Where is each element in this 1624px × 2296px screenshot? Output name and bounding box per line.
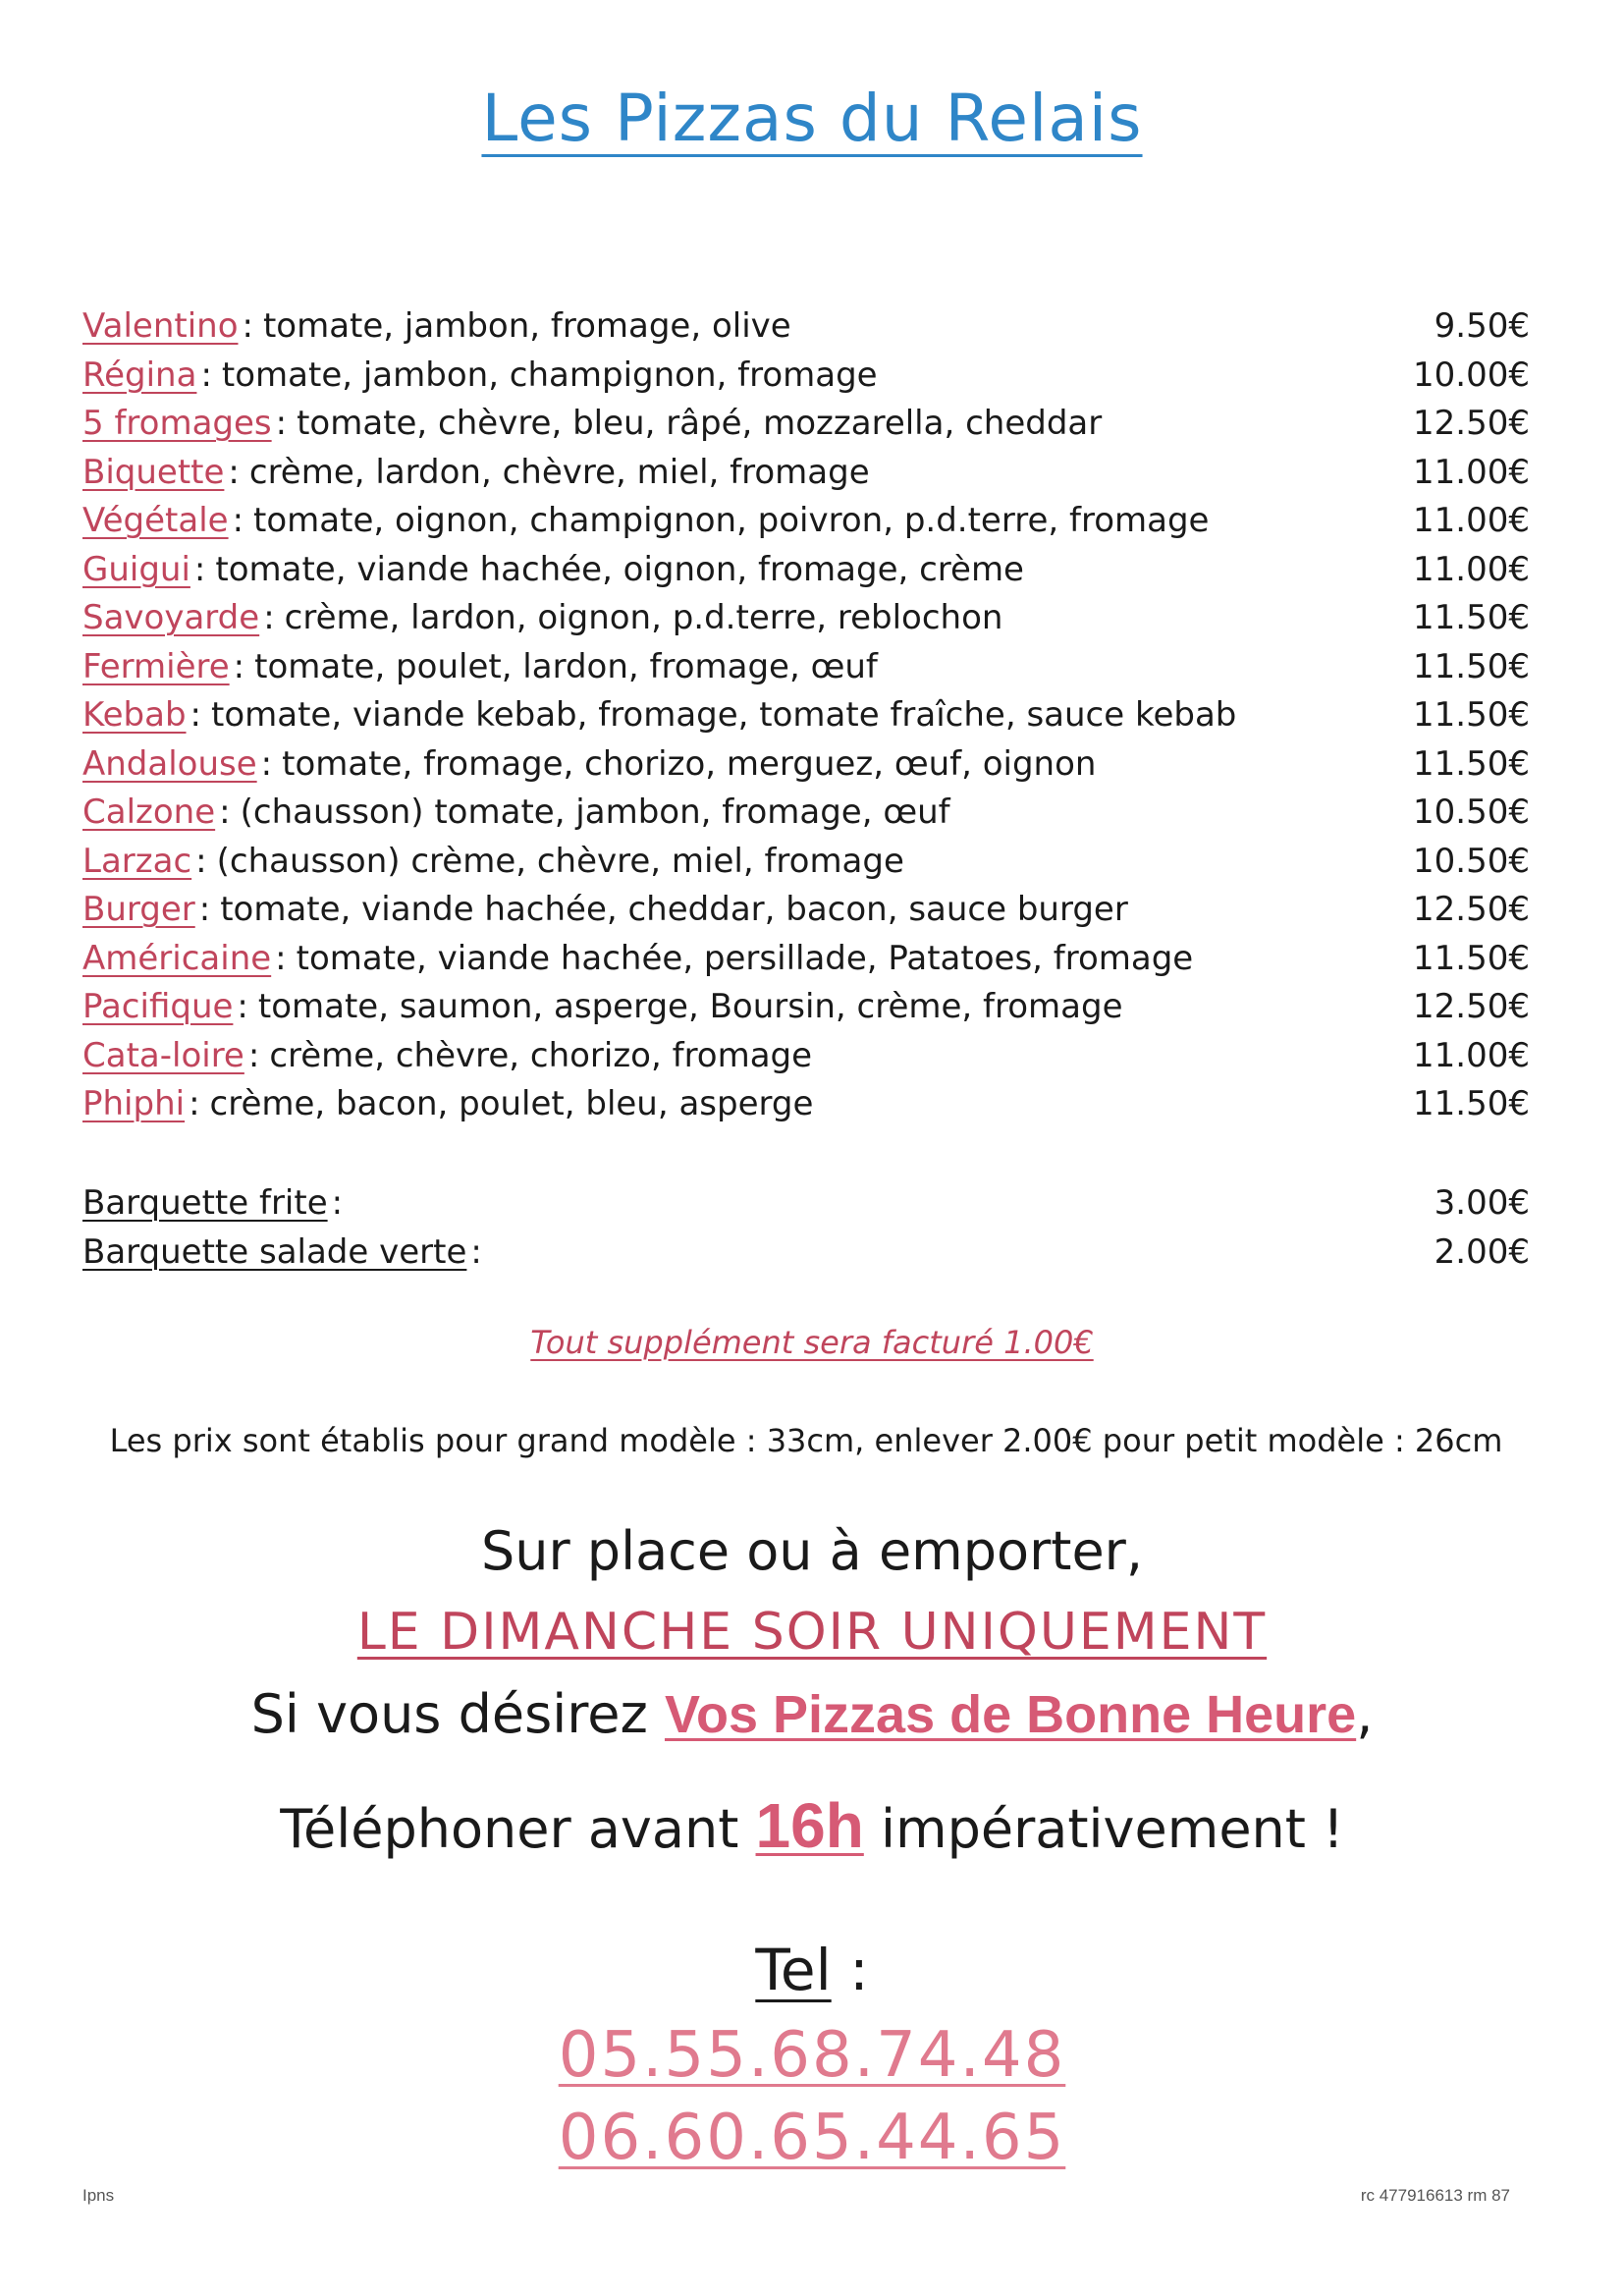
pizza-price: 11.50€ [1413,743,1530,784]
pizza-name: Cata-loire [82,1035,244,1075]
pizza-name: Guigui [82,549,190,589]
phone-number-1[interactable]: 05.55.68.74.48 [558,2019,1066,2092]
pizza-row [82,983,1530,1032]
pizza-name: Américaine [82,938,272,978]
pizza-separator: : [275,938,287,978]
pizza-row [82,935,1530,984]
promo-line-3-suffix: , [1356,1683,1374,1745]
pizza-price: 9.50€ [1434,306,1530,346]
pizza-name: Fermière [82,646,230,686]
promo-line-4 [0,1789,1624,1862]
pizza-row [82,497,1530,546]
promo-line-4-suffix: impérativement ! [863,1798,1344,1860]
pizza-name: Régina [82,355,197,395]
footer-right: rc 477916613 rm 87 [1360,2186,1510,2205]
pizza-name: Savoyarde [82,598,260,637]
pizza-price: 12.50€ [1413,404,1530,443]
pizza-row [82,789,1530,838]
pizza-ingredients: tomate, fromage, chorizo, merguez, œuf, oignon [282,743,1097,784]
sizes-note: Les prix sont établis pour grand modèle : 33cm, enlever 2.00€ pour petit modèle : 26cm [109,1422,1503,1459]
pizza-name: Andalouse [82,743,257,784]
pizza-row [82,691,1530,740]
pizza-name: Végétale [82,501,229,540]
pizza-separator: : [233,646,245,686]
pizza-ingredients: (chausson) crème, chèvre, miel, fromage [216,841,904,881]
pizza-ingredients: (chausson) tomate, jambon, fromage, œuf [240,793,950,832]
pizza-ingredients: tomate, chèvre, bleu, râpé, mozzarella, cheddar [297,404,1103,443]
pizza-row [82,594,1530,643]
pizza-ingredients: tomate, jambon, champignon, fromage [221,355,878,395]
pizza-price: 11.50€ [1413,1084,1530,1123]
pizza-ingredients: tomate, poulet, lardon, fromage, œuf [254,646,878,686]
pizza-price: 11.50€ [1413,695,1530,735]
extra-name: Barquette frite [82,1183,328,1223]
pizza-separator: : [195,841,207,881]
extras-list [82,1179,1530,1277]
promo-line-4-highlight: 16h [755,1790,864,1861]
pizza-name: Biquette [82,452,225,492]
pizza-price: 12.50€ [1413,987,1530,1026]
pizza-separator: : [242,306,253,346]
pizza-price: 11.00€ [1413,549,1530,589]
pizza-row [82,1032,1530,1081]
extra-price: 3.00€ [1434,1183,1530,1223]
pizza-separator: : [247,1035,260,1075]
extra-separator: : [331,1183,344,1223]
pizza-separator: : [260,743,273,784]
pizza-price: 10.50€ [1413,793,1530,832]
pizza-separator: : [263,598,275,637]
pizza-separator: : [198,890,211,929]
pizza-row [82,1080,1530,1129]
pizza-ingredients: crème, bacon, poulet, bleu, asperge [209,1084,814,1123]
pizza-name: Valentino [82,306,239,346]
pizza-name: Phiphi [82,1084,186,1123]
promo-line-1: Sur place ou à emporter, [480,1520,1144,1582]
pizza-row [82,352,1530,401]
pizza-row [82,838,1530,887]
pizza-price: 11.00€ [1413,1035,1530,1075]
pizza-separator: : [228,452,240,492]
pizza-separator: : [219,793,231,832]
pizza-row [82,302,1530,352]
pizza-ingredients: tomate, viande kebab, fromage, tomate fraîche, sauce kebab [211,695,1237,735]
pizza-ingredients: tomate, viande hachée, persillade, Patatoes, fromage [296,938,1194,978]
extra-separator: : [470,1231,482,1272]
pizza-list [82,302,1530,1129]
promo-line-2: LE DIMANCHE SOIR UNIQUEMENT [356,1603,1268,1662]
extra-price: 2.00€ [1434,1231,1530,1272]
promo-line-3 [0,1683,1624,1745]
pizza-price: 11.50€ [1413,938,1530,978]
pizza-name: Larzac [82,841,192,881]
supplement-note: Tout supplément sera facturé 1.00€ [530,1324,1094,1361]
pizza-price: 10.00€ [1413,355,1530,395]
pizza-row [82,400,1530,449]
pizza-row [82,643,1530,692]
pizza-price: 12.50€ [1413,890,1530,929]
page-title: Les Pizzas du Relais [481,81,1143,156]
pizza-row [82,886,1530,935]
pizza-ingredients: crème, lardon, chèvre, miel, fromage [248,452,870,492]
pizza-separator: : [189,1084,200,1123]
pizza-price: 11.50€ [1413,646,1530,686]
pizza-separator: : [200,355,212,395]
pizza-ingredients: tomate, viande hachée, oignon, fromage, crème [215,549,1024,589]
pizza-ingredients: tomate, jambon, fromage, olive [262,306,791,346]
tel-label-colon: : [831,1937,869,2003]
pizza-price: 11.00€ [1413,501,1530,540]
pizza-ingredients: crème, lardon, oignon, p.d.terre, reblochon [284,598,1003,637]
tel-label-text: Tel [755,1937,832,2003]
extra-row [82,1179,1530,1229]
pizza-ingredients: tomate, oignon, champignon, poivron, p.d.terre, fromage [253,501,1210,540]
pizza-name: Burger [82,890,195,929]
pizza-price: 11.00€ [1413,452,1530,492]
pizza-row [82,546,1530,595]
pizza-separator: : [193,549,206,589]
pizza-separator: : [237,987,248,1026]
pizza-row [82,449,1530,498]
pizza-ingredients: crème, chèvre, chorizo, fromage [269,1035,813,1075]
pizza-price: 10.50€ [1413,841,1530,881]
tel-label [0,1937,1624,2003]
promo-line-3-prefix: Si vous désirez [250,1683,665,1745]
pizza-name: Calzone [82,793,216,832]
extra-name: Barquette salade verte [82,1231,467,1272]
pizza-ingredients: tomate, saumon, asperge, Boursin, crème, fromage [257,987,1123,1026]
pizza-ingredients: tomate, viande hachée, cheddar, bacon, sauce burger [220,890,1128,929]
pizza-price: 11.50€ [1413,598,1530,637]
promo-line-3-highlight: Vos Pizzas de Bonne Heure [664,1685,1357,1744]
pizza-separator: : [189,695,201,735]
pizza-row [82,740,1530,790]
extra-row [82,1229,1530,1278]
pizza-name: Pacifique [82,987,234,1026]
footer-left: Ipns [82,2186,115,2205]
pizza-separator: : [275,404,288,443]
promo-line-4-prefix: Téléphoner avant [280,1798,756,1860]
pizza-name: 5 fromages [82,404,272,443]
pizza-separator: : [232,501,244,540]
phone-number-2[interactable]: 06.60.65.44.65 [558,2102,1066,2174]
pizza-name: Kebab [82,695,187,735]
